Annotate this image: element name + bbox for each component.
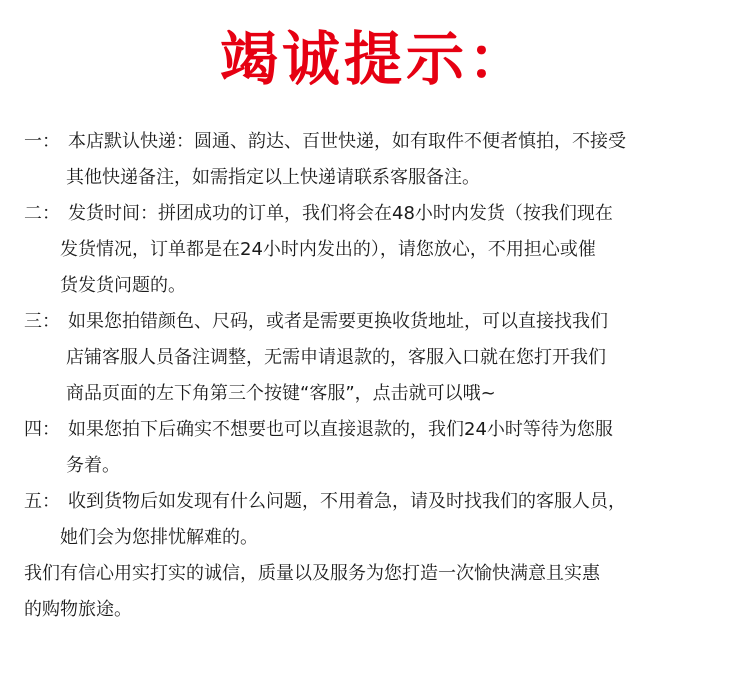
item-text-line: 其他快递备注，如需指定以上快递请联系客服备注。 <box>66 167 480 188</box>
notice-title: 竭诚提示： <box>219 25 530 93</box>
item-number: 一： <box>24 131 60 152</box>
item-number: 四： <box>24 419 60 440</box>
item-text-line: 商品页面的左下角第三个按键“客服”，点击就可以哦~ <box>66 383 496 404</box>
item-number: 五： <box>24 491 60 512</box>
item-text-line: 发货情况，订单都是在24小时内发出的），请您放心，不用担心或催 <box>60 239 596 260</box>
notice-list <box>24 124 729 628</box>
item-text-line: 如果您拍错颜色、尺码，或者是需要更换收货地址，可以直接找我们 <box>68 311 608 332</box>
notice-item-1 <box>24 124 729 196</box>
item-text-line: 收到货物后如发现有什么问题，不用着急，请及时找我们的客服人员， <box>68 491 626 512</box>
item-text-line: 她们会为您排忧解难的。 <box>60 527 258 548</box>
item-text-line: 务着。 <box>66 455 120 476</box>
closing-line: 我们有信心用实打实的诚信，质量以及服务为您打造一次愉快满意且实惠 <box>24 563 600 584</box>
item-text-line: 发货时间：拼团成功的订单，我们将会在48小时内发货（按我们现在 <box>68 203 613 224</box>
notice-item-3 <box>24 304 729 412</box>
item-text-line: 本店默认快递：圆通、韵达、百世快递，如有取件不便者慎拍，不接受 <box>68 131 626 152</box>
item-text-line: 如果您拍下后确实不想要也可以直接退款的，我们24小时等待为您服 <box>68 419 613 440</box>
closing-line: 的购物旅途。 <box>24 599 132 620</box>
notice-item-5 <box>24 484 729 556</box>
notice-item-4 <box>24 412 729 484</box>
item-text-line: 店铺客服人员备注调整，无需申请退款的，客服入口就在您打开我们 <box>66 347 606 368</box>
item-text-line: 货发货问题的。 <box>60 275 186 296</box>
item-number: 三： <box>24 311 60 332</box>
notice-item-2 <box>24 196 729 304</box>
item-number: 二： <box>24 203 60 224</box>
closing-paragraph <box>24 556 729 628</box>
